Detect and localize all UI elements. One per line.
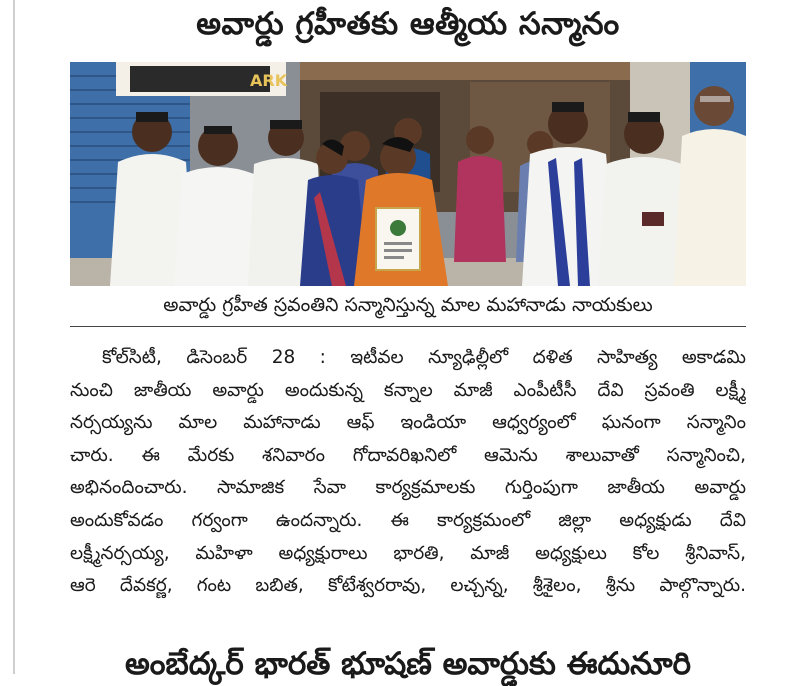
photo-banner-text: ARK [250,71,288,90]
page-column-rule [13,0,15,674]
body-line: నుంచి జాతీయ అవార్డు అందుకున్న కన్నాల మాజీ ఎంపీటీసీ దేవి స్రవంతి లక్ష్మీ [70,379,746,401]
body-line: లక్ష్మీనర్సయ్య, మహిళా అధ్యక్షురాలు భారతి, మాజీ అధ్యక్షులు కోల శ్రీనివాస్, [70,542,746,564]
body-line: ఆరె దేవకర్ణ, గంట బబిత, కోటేశ్వరరావు, లచ్చన్న, శ్రీశైలం, శ్రీను పాల్గొన్నారు. [70,575,746,597]
body-line: కోల్‌సిటీ, డిసెంబర్ 28 : ఇటీవల న్యూఢిల్లీలో దళిత సాహిత్య అకాడమి [102,347,746,368]
article-body [70,342,746,603]
body-line: అభినందించారు. సామాజిక సేవా కార్యక్రమాలకు గుర్తింపుగా జాతీయ అవార్డు [70,477,746,499]
body-line: చారు. ఈ మేరకు శనివారం గోదావరిఖనిలో ఆమెను శాలువాతో సన్మానించి, [70,444,746,466]
body-line: నర్సయ్యను మాల మహానాడు ఆఫ్ ఇండియా ఆధ్వర్యంలో ఘనంగా సన్మానిం [70,412,746,434]
article-photo [70,62,746,286]
next-article-headline: అంబేద్కర్ భారత్ భూషణ్ అవార్డుకు ఈదునూరి [125,646,691,682]
article-headline: అవార్డు గ్రహీతకు ఆత్మీయ సన్మానం [196,6,620,42]
photo-caption: అవార్డు గ్రహీత స్రవంతిని సన్మానిస్తున్న మాల మహానాడు నాయకులు [163,294,653,316]
caption-rule [70,326,746,327]
body-line: అందుకోవడం గర్వంగా ఉందన్నారు. ఈ కార్యక్రమంలో జిల్లా అధ్యక్షుడు దేవి [70,509,746,531]
